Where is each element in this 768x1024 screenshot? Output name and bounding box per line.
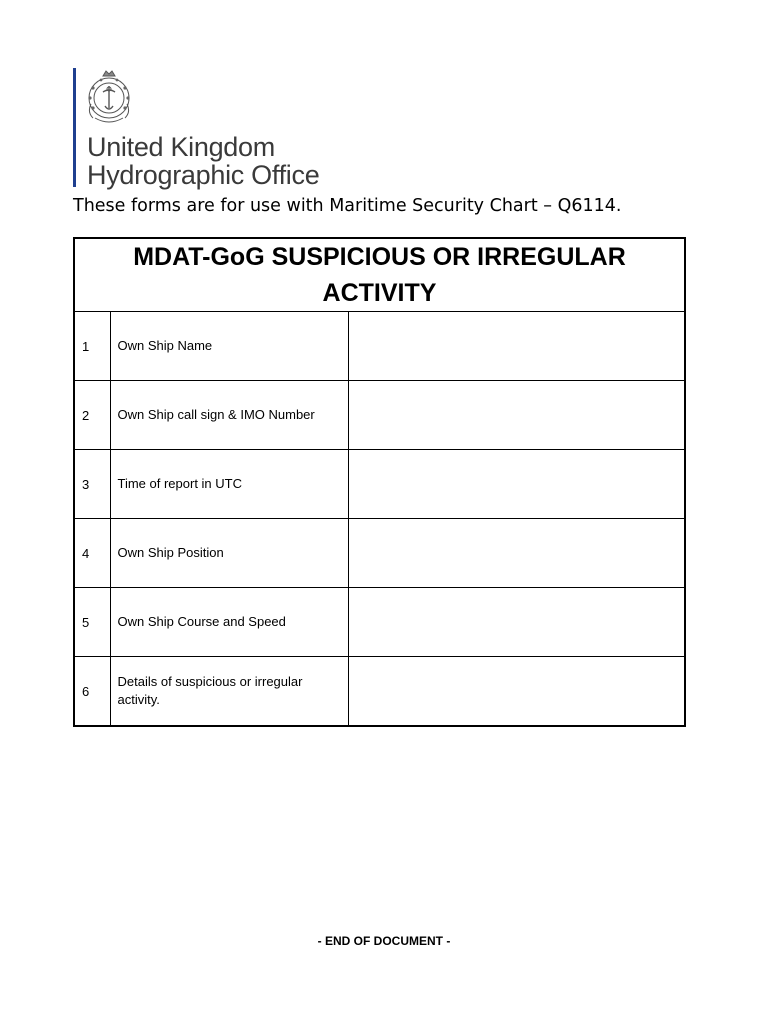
- form-title: MDAT-GoG SUSPICIOUS OR IRREGULAR ACTIVITY: [74, 238, 685, 312]
- form-row: [74, 657, 685, 727]
- form-row: [74, 381, 685, 450]
- row-number: 2: [74, 381, 110, 450]
- org-name-line1: United Kingdom: [87, 132, 275, 162]
- row-value-field[interactable]: [348, 312, 685, 381]
- report-form: [73, 237, 686, 727]
- row-number: 6: [74, 657, 110, 727]
- row-value-field[interactable]: [348, 519, 685, 588]
- row-label: Own Ship Position: [110, 519, 348, 588]
- row-value-field[interactable]: [348, 381, 685, 450]
- form-row: [74, 450, 685, 519]
- royal-crest-icon: [83, 68, 135, 130]
- row-number: 5: [74, 588, 110, 657]
- row-label: Own Ship call sign & IMO Number: [110, 381, 348, 450]
- end-of-document: - END OF DOCUMENT -: [317, 934, 451, 948]
- row-value-field[interactable]: [348, 450, 685, 519]
- organisation-name: [87, 133, 319, 189]
- row-label: Details of suspicious or irregular activity.: [110, 657, 348, 727]
- intro-text: These forms are for use with Maritime Security Chart – Q6114.: [73, 196, 622, 216]
- row-label: Own Ship Course and Speed: [110, 588, 348, 657]
- row-label: Own Ship Name: [110, 312, 348, 381]
- row-value-field[interactable]: [348, 588, 685, 657]
- row-number: 4: [74, 519, 110, 588]
- row-number: 3: [74, 450, 110, 519]
- row-label: Time of report in UTC: [110, 450, 348, 519]
- org-name-line2: Hydrographic Office: [87, 160, 320, 190]
- form-row: [74, 588, 685, 657]
- row-value-field[interactable]: [348, 657, 685, 727]
- logo-divider: [73, 68, 76, 187]
- form-row: [74, 312, 685, 381]
- form-row: [74, 519, 685, 588]
- row-number: 1: [74, 312, 110, 381]
